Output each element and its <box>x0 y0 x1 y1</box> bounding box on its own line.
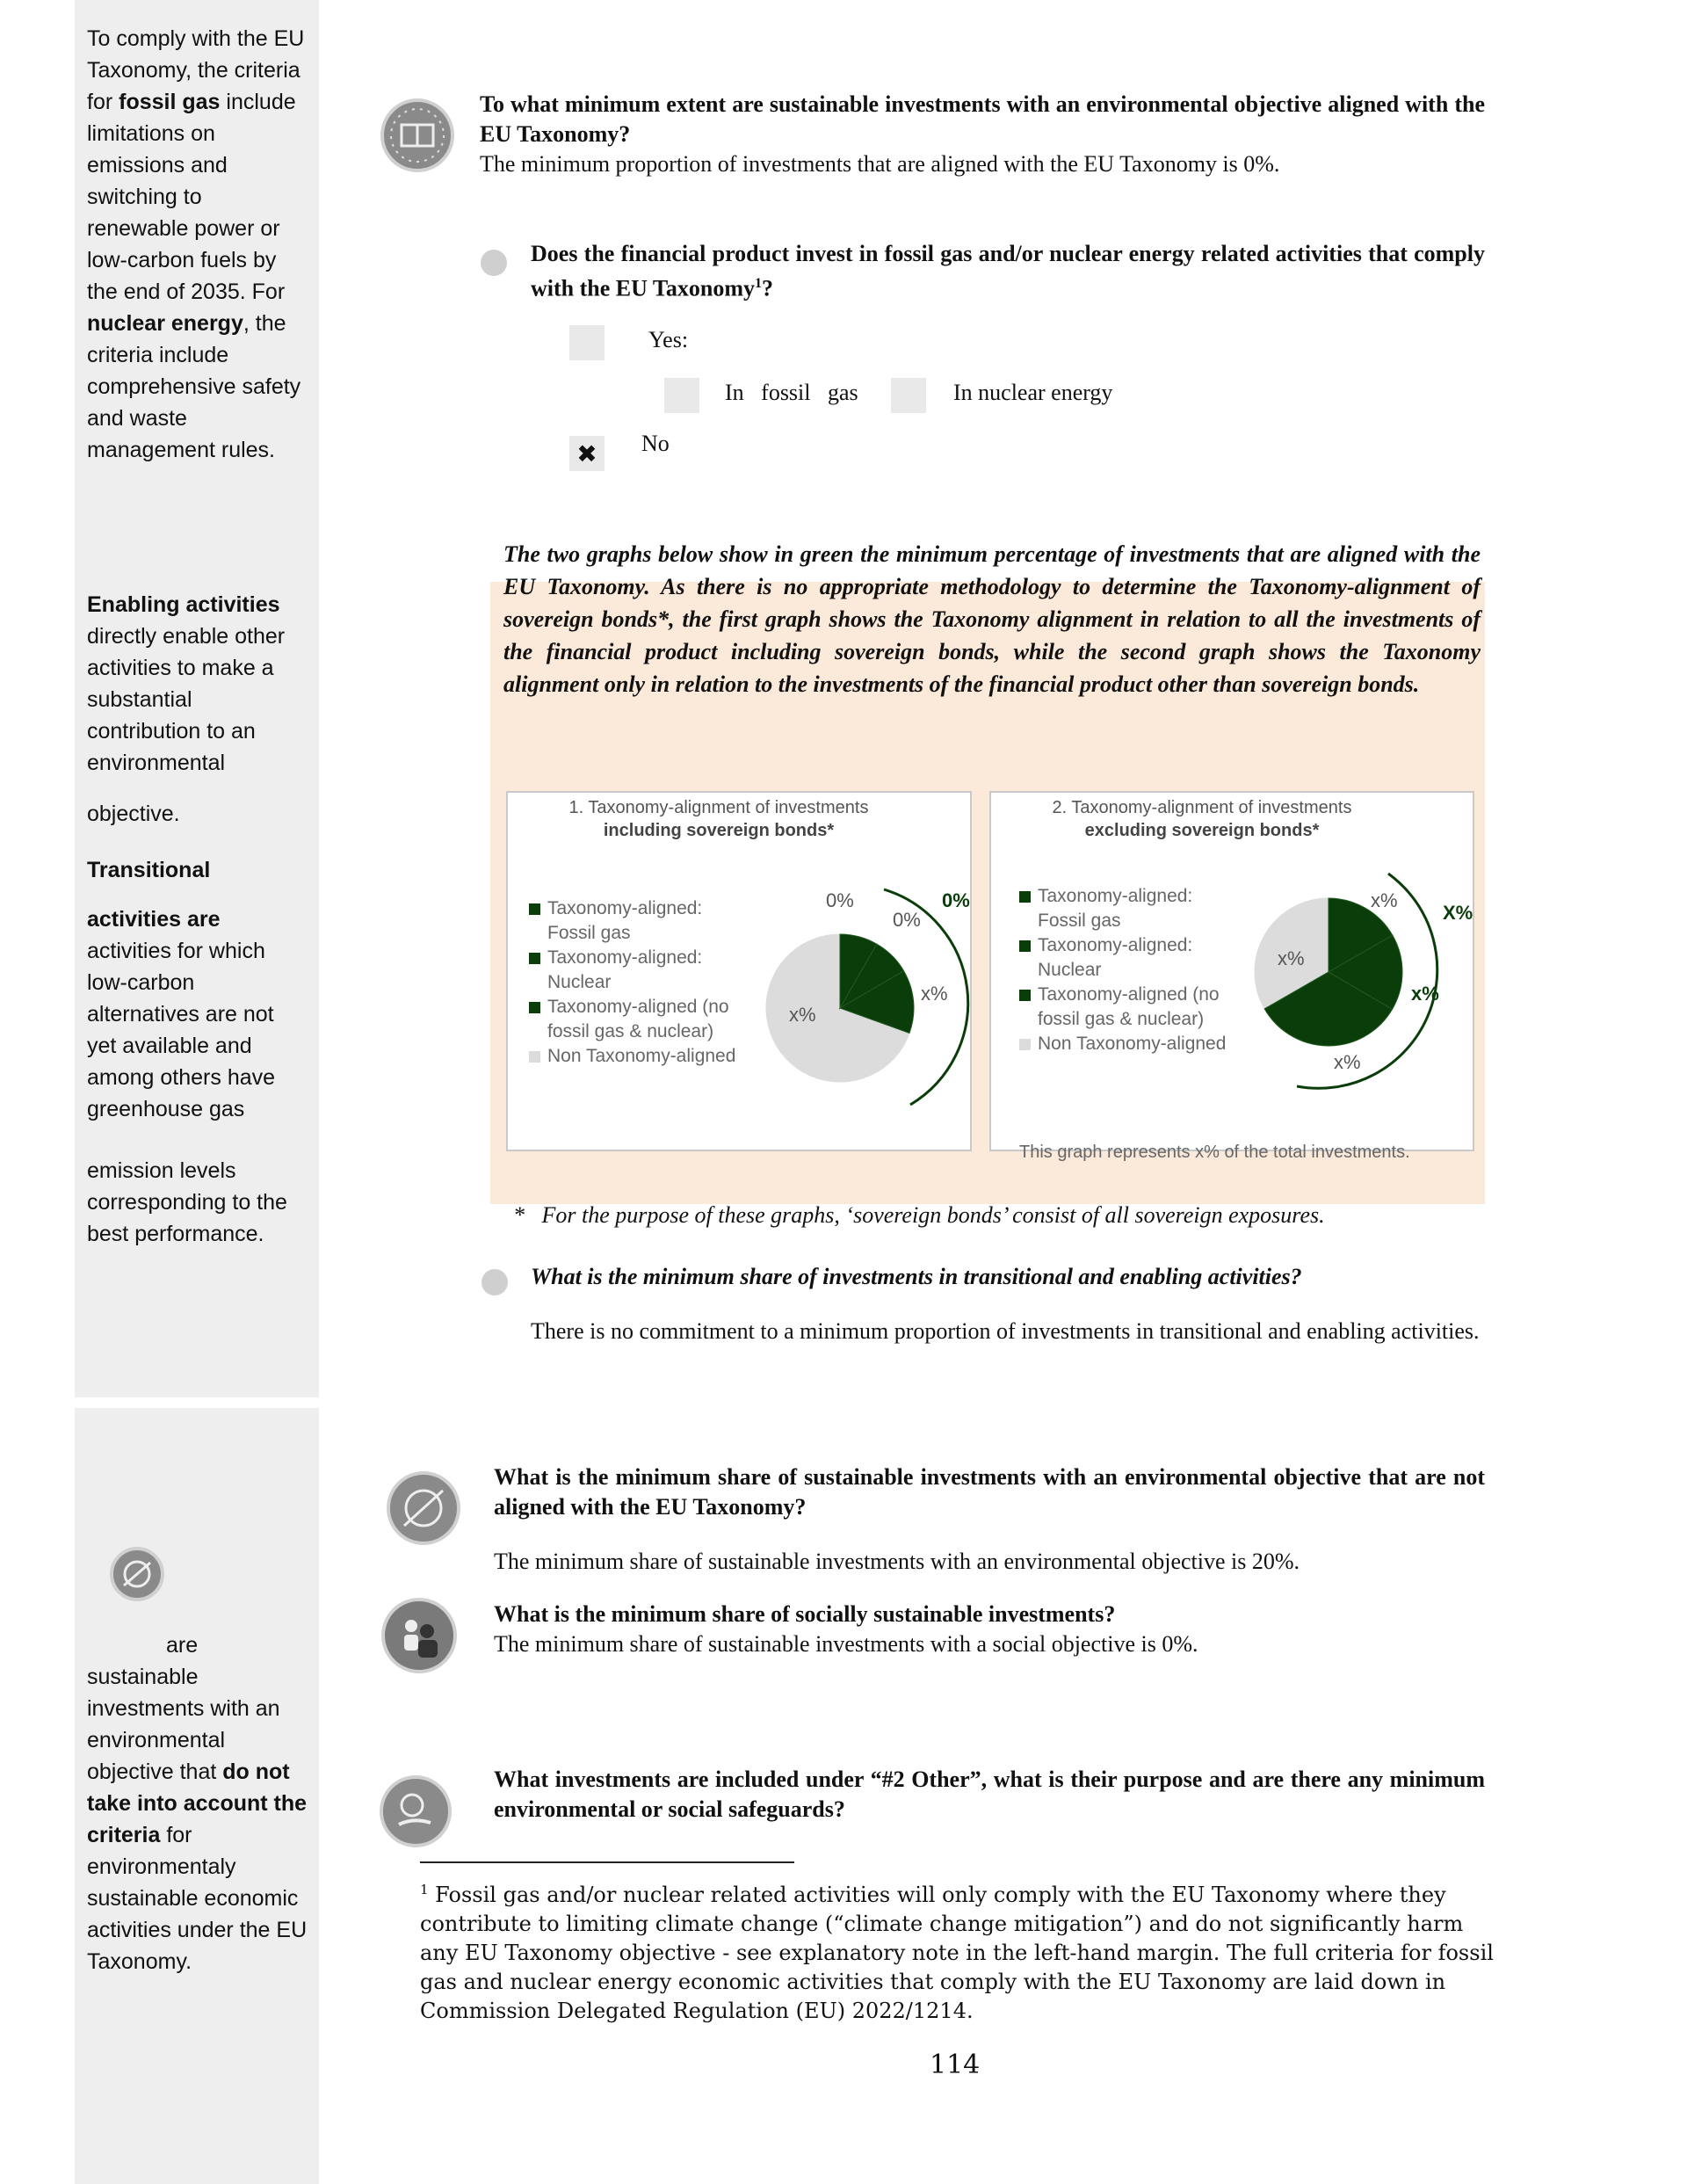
graphs-footnote: * For the purpose of these graphs, ‘sovereign bonds’ consist of all sovereign exposures. <box>513 1202 1325 1228</box>
chart-2-pie <box>991 793 1473 1150</box>
sidebar-text: for environmentaly sustainable economic activities under the EU Taxonomy. <box>87 1823 308 1974</box>
other-icon <box>380 1775 452 1847</box>
taxonomy-answer: The minimum proportion of investments that are aligned with the EU Taxonomy is 0%. <box>480 151 1280 177</box>
sidebar-text: directly enable other activities to make a substantial contribution to an environmental <box>87 624 286 775</box>
fossil-gas-value-label: 0% <box>826 889 854 911</box>
aligned-value-label: x% <box>1334 1051 1361 1073</box>
social-question: What is the minimum share of socially sustainable investments? <box>494 1601 1116 1627</box>
legend-label: Non Taxonomy-aligned <box>1038 1034 1227 1054</box>
nuclear-label: In nuclear energy <box>953 380 1113 405</box>
nuclear-checkbox[interactable] <box>891 378 926 413</box>
question-end: ? <box>762 275 773 301</box>
sidebar-transitional-note <box>87 903 308 1125</box>
sidebar-fossil-note <box>87 23 308 466</box>
sidebar-bold: nuclear energy <box>87 311 243 336</box>
graphs-intro: The two graphs below show in green the minimum percentage of investments that are aligned with the EU Taxonomy. As there is no appropriate methodology to determine the Taxonomy-alignment of sovereign bonds*, the first graph shows the Taxonomy alignment in relation to all the investments of the financial product including sovereign bonds, while the second graph shows the Taxonomy alignment only in relation to the investments of the financial product other than sovereign bonds. <box>503 541 1481 697</box>
fossil-gas-checkbox[interactable] <box>664 378 699 413</box>
chart-2-note: This graph represents x% of the total investments. <box>1019 1143 1410 1162</box>
yes-checkbox[interactable] <box>569 325 605 360</box>
chart-1-pie <box>508 793 970 1150</box>
total-aligned-label: 0% <box>942 889 970 911</box>
footnote-ref: 1 <box>755 276 762 291</box>
chart-including-sovereign <box>506 791 972 1151</box>
sidebar-bold: Enabling activities <box>87 592 280 617</box>
fossil-gas-label: In fossil gas <box>725 380 858 405</box>
legend-label: Taxonomy-aligned: Fossil gas <box>547 898 703 943</box>
eu-taxonomy-icon <box>380 98 454 172</box>
question-text: Does the financial product invest in fossil gas and/or nuclear energy related activities that comply with the EU Taxonomy <box>531 241 1485 301</box>
sidebar-transitional-title <box>87 854 308 886</box>
sidebar-bold: fossil gas <box>119 90 221 114</box>
sidebar-text: , the criteria include comprehensive safety and waste management rules. <box>87 311 301 462</box>
footnote-divider <box>420 1861 794 1863</box>
fossil-nuclear-question <box>531 239 1485 304</box>
nuclear-value-label: x% <box>1411 983 1439 1005</box>
sidebar-objective: objective. <box>87 802 180 826</box>
other-question: What investments are included under “#2 Other”, what is their purpose and are there any minimum environmental or social safeguards? <box>494 1767 1485 1822</box>
legend-label: Non Taxonomy-aligned <box>547 1046 736 1066</box>
checked-mark-icon: ✖ <box>576 439 597 468</box>
legend-label: Taxonomy-aligned (no fossil gas & nuclear) <box>1038 984 1220 1029</box>
nuclear-value-label: 0% <box>893 909 921 931</box>
sidebar-top <box>75 0 319 1397</box>
legend-label: Taxonomy-aligned: Fossil gas <box>1038 886 1193 931</box>
sidebar-emission-note: emission levels corresponding to the best performance. <box>87 1158 287 1246</box>
env-answer: The minimum share of sustainable investments with an environmental objective is 20%. <box>494 1549 1300 1574</box>
total-aligned-label: X% <box>1443 902 1473 924</box>
taxonomy-question: To what minimum extent are sustainable investments with an environmental objective aligned with the EU Taxonomy? <box>480 91 1485 147</box>
footnote <box>420 1876 1494 2026</box>
chart-2-title: 2. Taxonomy-alignment of investments <box>1052 798 1352 817</box>
footnote-text: Fossil gas and/or nuclear related activities will only comply with the EU Taxonomy where they contribute to limiting climate change (“climate change mitigation”) and do not significantly harm any EU Taxonomy objective - see explanatory note in the left-hand margin. The full criteria for fossil gas and nuclear energy economic activities that comply with the EU Taxonomy are laid down in Commission Delegated Regulation (EU) 2022/1214. <box>420 1883 1494 2023</box>
environment-icon <box>110 1547 164 1601</box>
sidebar-bottom <box>75 1408 319 2184</box>
fossil-gas-value-label: x% <box>1371 889 1398 911</box>
sidebar-bold: do not take into account the criteria <box>87 1760 308 1847</box>
legend-label: Taxonomy-aligned: Nuclear <box>1038 935 1193 980</box>
env-question: What is the minimum share of sustainable investments with an environmental objective that are not aligned with the EU Taxonomy? <box>494 1464 1485 1520</box>
non-aligned-value-label: x% <box>789 1004 816 1026</box>
sidebar-text: are sustainable investments with an environmental objective that <box>87 1633 280 1784</box>
legend-label: Taxonomy-aligned (no fossil gas & nuclear) <box>547 997 729 1041</box>
legend-label: Taxonomy-aligned: Nuclear <box>547 947 703 992</box>
sidebar-env-note <box>87 1629 308 1977</box>
environment-icon <box>387 1471 460 1545</box>
transitional-answer: There is no commitment to a minimum proportion of investments in transitional and enabling activities. <box>531 1318 1480 1344</box>
sidebar-enabling-note <box>87 589 308 779</box>
chart-excluding-sovereign <box>989 791 1474 1151</box>
aligned-value-label: x% <box>921 983 948 1005</box>
social-answer: The minimum share of sustainable investments with a social objective is 0%. <box>494 1631 1198 1657</box>
social-icon <box>381 1598 457 1673</box>
sidebar-bold: Transitional <box>87 858 211 882</box>
chart-1-subtitle: including sovereign bonds* <box>603 821 835 840</box>
chart-1-title: 1. Taxonomy-alignment of investments <box>568 798 869 817</box>
no-checkbox[interactable] <box>569 436 605 471</box>
yes-label: Yes: <box>648 327 689 352</box>
page-number: 114 <box>930 2050 981 2080</box>
question-bullet <box>481 1269 508 1295</box>
footnote-number: 1 <box>420 1882 429 1897</box>
chart-2-subtitle: excluding sovereign bonds* <box>1084 821 1320 840</box>
non-aligned-value-label: x% <box>1278 947 1305 969</box>
sidebar-bold: activities are <box>87 907 221 932</box>
sidebar-text: To comply with the EU Taxonomy, the criteria for <box>87 26 305 114</box>
no-label: No <box>641 431 670 456</box>
sidebar-text: activities for which low-carbon alternatives are not yet available and among others have greenhouse gas <box>87 939 276 1121</box>
question-bullet <box>481 250 507 276</box>
transitional-question: What is the minimum share of investments in transitional and enabling activities? <box>531 1264 1302 1289</box>
sidebar-text: include limitations on emissions and switching to renewable power or low-carbon fuels by the end of 2035. For <box>87 90 296 304</box>
